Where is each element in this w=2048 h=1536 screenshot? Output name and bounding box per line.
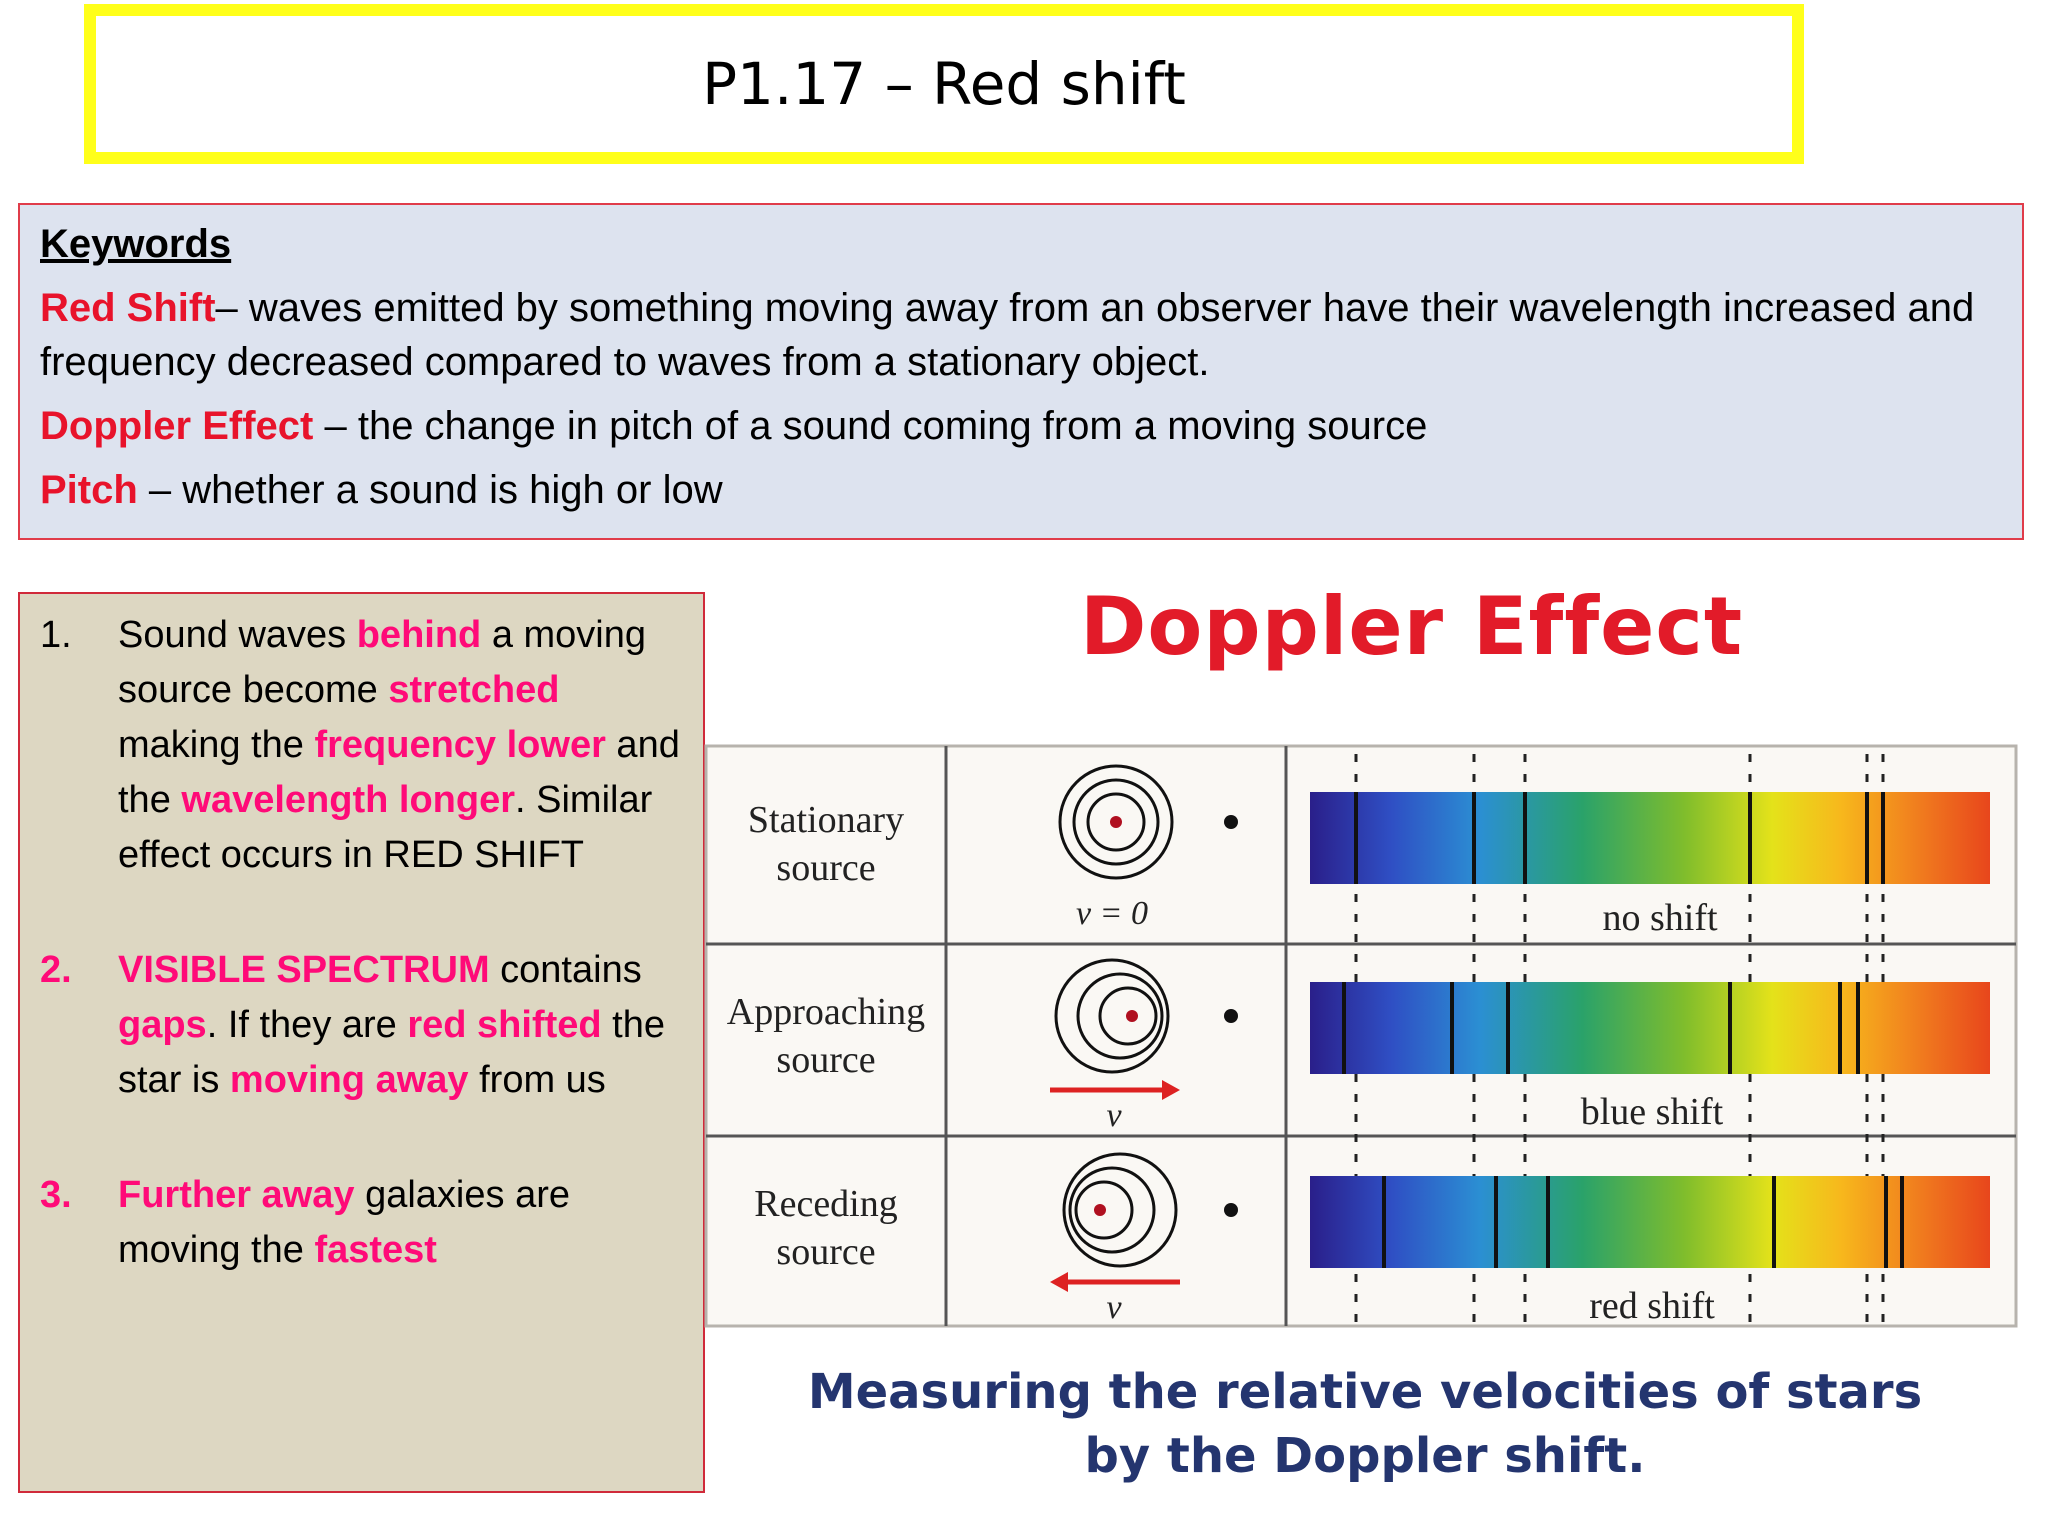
note-2 xyxy=(40,943,683,1108)
figure-caption xyxy=(700,1360,2030,1488)
observer-dot xyxy=(1224,1203,1238,1217)
note-text-part: the star is xyxy=(118,1004,665,1101)
row-label: source xyxy=(776,847,876,889)
note-highlight: Further away xyxy=(118,1174,355,1216)
velocity-label: v xyxy=(1106,1097,1122,1134)
observer-dot xyxy=(1224,1009,1238,1023)
velocity-label: v = 0 xyxy=(1075,895,1149,932)
title-box xyxy=(84,4,1804,164)
shift-label: red shift xyxy=(1589,1285,1715,1327)
note-number: 2. xyxy=(40,949,72,991)
note-3 xyxy=(40,1168,683,1278)
note-text-part: . Similar effect occurs in RED SHIFT xyxy=(118,779,653,876)
note-text xyxy=(118,608,683,883)
keyword-pitch xyxy=(40,463,2002,517)
note-text xyxy=(118,1168,683,1278)
note-highlight: wavelength longer xyxy=(181,779,516,821)
keyword-term: Red Shift xyxy=(40,286,216,330)
notes-box xyxy=(18,592,705,1493)
note-text-part: from us xyxy=(468,1059,606,1101)
keywords-heading: Keywords xyxy=(40,222,232,266)
note-highlight: red shifted xyxy=(407,1004,602,1046)
row-label: source xyxy=(776,1231,876,1273)
note-text-part: galaxies are moving the xyxy=(118,1174,570,1271)
note-highlight: frequency lower xyxy=(314,724,606,766)
observer-dot xyxy=(1224,815,1238,829)
keyword-doppler xyxy=(40,399,2002,453)
spectrum-bar xyxy=(1310,982,1990,1074)
note-text-part: and the xyxy=(118,724,680,821)
keyword-term: Pitch xyxy=(40,468,138,512)
shift-label: blue shift xyxy=(1580,1091,1724,1133)
spectrum-bar xyxy=(1310,792,1990,884)
row-label: source xyxy=(776,1039,876,1081)
note-text-part: contains xyxy=(489,949,642,991)
shift-label: no shift xyxy=(1602,897,1718,939)
note-highlight: fastest xyxy=(314,1229,437,1271)
note-text-part: a moving source become xyxy=(118,614,647,711)
caption-line: by the Doppler shift. xyxy=(1084,1428,1646,1484)
note-number: 1. xyxy=(40,614,72,656)
note-1 xyxy=(40,608,683,883)
note-text-part: . If they are xyxy=(206,1004,408,1046)
note-highlight: stretched xyxy=(388,669,560,711)
figure-title: Doppler Effect xyxy=(1080,580,1744,673)
keyword-red-shift xyxy=(40,281,2002,389)
keyword-definition: – whether a sound is high or low xyxy=(137,468,723,512)
keyword-term: Doppler Effect xyxy=(40,404,314,448)
source-dot xyxy=(1110,816,1122,828)
keyword-definition: – waves emitted by something moving away from an observer have their wavelength increased and frequency decreased compared to waves from a stationary object. xyxy=(40,286,1975,384)
row-label: Stationary xyxy=(747,799,905,841)
note-text xyxy=(118,943,683,1108)
source-dot xyxy=(1094,1204,1106,1216)
row-label: Approaching xyxy=(726,991,926,1033)
doppler-diagram xyxy=(700,570,2030,1350)
note-highlight: moving away xyxy=(229,1059,469,1101)
row-label: Receding xyxy=(754,1183,898,1225)
velocity-label: v xyxy=(1106,1289,1122,1326)
note-text-part: making the xyxy=(118,724,315,766)
note-number: 3. xyxy=(40,1174,72,1216)
caption-line: Measuring the relative velocities of stars xyxy=(807,1364,1923,1420)
note-highlight: gaps xyxy=(118,1004,207,1046)
doppler-figure xyxy=(700,570,2030,1484)
slide-title: P1.17 – Red shift xyxy=(702,50,1186,118)
note-text-part: Sound waves xyxy=(118,614,357,656)
keywords-box xyxy=(18,203,2024,540)
note-highlight: VISIBLE SPECTRUM xyxy=(118,949,490,991)
keyword-definition: – the change in pitch of a sound coming from a moving source xyxy=(313,404,1428,448)
source-dot xyxy=(1126,1010,1138,1022)
note-highlight: behind xyxy=(356,614,482,656)
